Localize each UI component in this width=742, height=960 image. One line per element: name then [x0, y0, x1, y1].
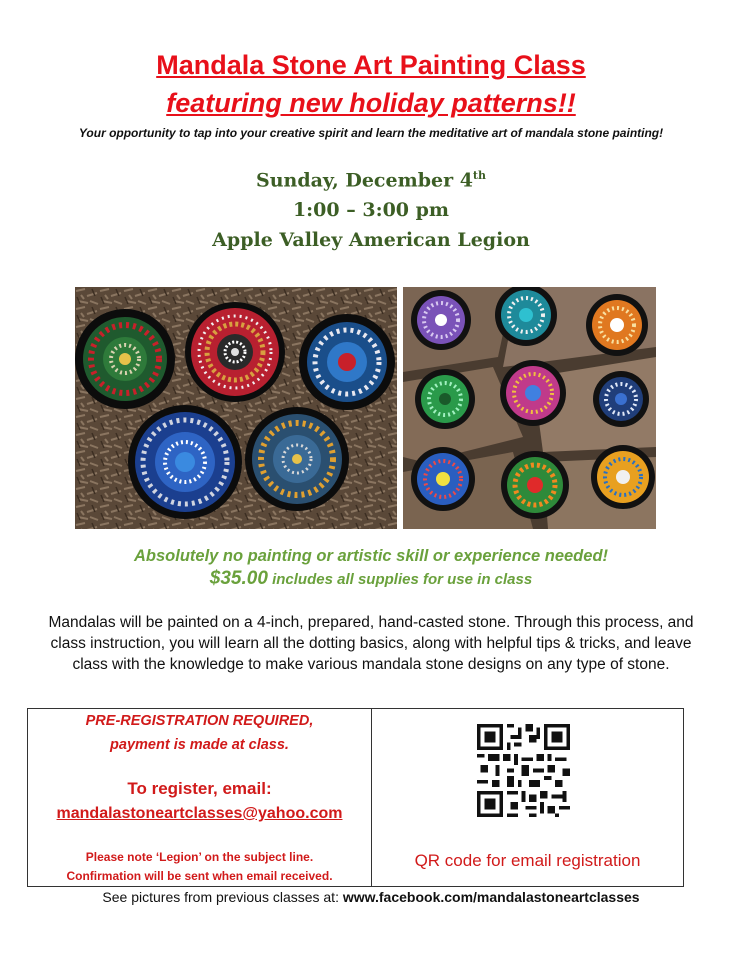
flyer-subtitle: featuring new holiday patterns!!	[166, 88, 576, 118]
flyer-tagline: Your opportunity to tap into your creative spirit and learn the meditative art of mandala stone painting!	[78, 126, 664, 140]
class-description: Mandalas will be painted on a 4-inch, prepared, hand-casted stone. Through this process, and class instruction, you will learn all the dotting basics, along with helpful tips & tricks, and leave class with the knowledge to make various mandala stone designs on any type of stone.	[48, 614, 694, 673]
qr-code-icon[interactable]	[477, 724, 570, 817]
footer-prefix: See pictures from previous classes at:	[102, 889, 343, 905]
photo-holiday-stones	[75, 287, 397, 529]
registration-email-link[interactable]: mandalastoneartclasses@yahoo.com	[56, 805, 343, 822]
footer	[0, 889, 742, 905]
previous-stones-illustration	[403, 287, 656, 529]
price-line	[0, 568, 742, 590]
photo-previous-stones	[403, 287, 656, 529]
event-location: Apple Valley American Legion	[212, 229, 530, 251]
preregistration-required: PRE-REGISTRATION REQUIRED,	[85, 713, 314, 729]
price: $35.00	[209, 568, 268, 589]
event-date-main: Sunday, December 4	[255, 169, 473, 192]
no-experience-note: Absolutely no painting or artistic skill or experience needed!	[133, 547, 609, 565]
holiday-stones-illustration	[75, 287, 397, 529]
flyer-title: Mandala Stone Art Painting Class	[156, 50, 586, 80]
price-note: includes all supplies for use in class	[267, 571, 533, 588]
confirmation-note: Confirmation will be sent when email received.	[66, 869, 333, 883]
registration-box	[27, 708, 684, 887]
event-time: 1:00 – 3:00 pm	[292, 199, 450, 221]
registration-details	[28, 709, 372, 886]
qr-code-label: QR code for email registration	[414, 851, 641, 870]
facebook-link[interactable]: www.facebook.com/mandalastoneartclasses	[342, 889, 640, 905]
payment-note: payment is made at class.	[110, 737, 289, 753]
qr-section	[372, 709, 683, 886]
event-date-suffix: th	[472, 169, 487, 182]
subject-line-note: Please note ‘Legion’ on the subject line.	[85, 850, 314, 864]
event-date	[0, 169, 742, 191]
register-prompt: To register, email:	[127, 779, 272, 798]
